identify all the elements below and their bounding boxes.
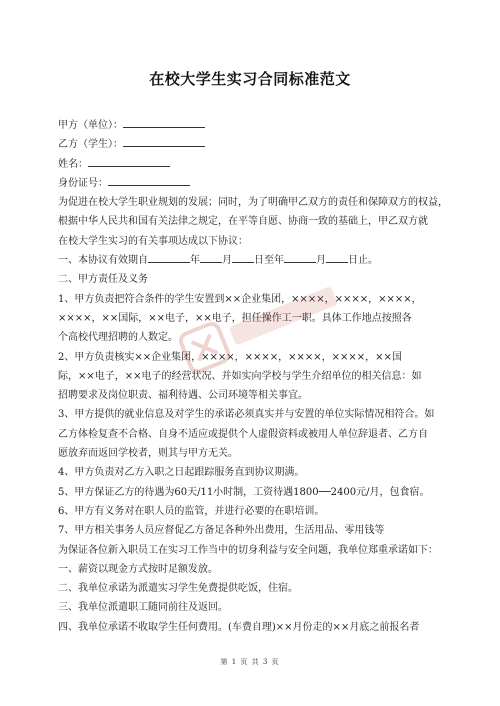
clause-line: 招聘要求及岗位职责、福利待遇、公司环境等相关事宜。 [58, 390, 308, 402]
id-number-field [58, 174, 450, 193]
clause-line: 愿放弃而返回学校者，则其与甲方无关。 [58, 448, 238, 460]
commitment-line: 一、薪资以现金方式按时足额发放。 [58, 563, 218, 575]
validity-part: 月 [222, 255, 232, 267]
validity-blank [148, 251, 190, 263]
party-b-label: 乙方（学生）： [58, 139, 123, 151]
clause-line: 1、甲方负责把符合条件的学生安置到××企业集团，××××，××××，××××， [58, 293, 422, 305]
name-label: 姓名： [58, 158, 88, 170]
clause-line: ××××，××国际，××电子，××电子，担任操作工一职。具体工作地点按照各 [58, 312, 412, 324]
clause-line: 3、甲方提供的就业信息及对学生的承诺必须真实并与安置的单位实际情况相符合。如 [58, 409, 435, 421]
document-body [58, 116, 450, 637]
validity-blank [284, 251, 316, 263]
name-blank [88, 155, 170, 167]
clause-line: 际，××电子，××电子的经营状况、并如实向学校与学生介绍单位的相关信息：如 [58, 370, 422, 382]
commitment-intro: 为保证各位新入职员工在实习工作当中的切身利益与安全问题，我单位郑重承诺如下： [58, 544, 438, 556]
clause-line: 7、甲方相关事务人员应督促乙方备足各种外出费用，生活用品、零用钱等 [58, 525, 385, 537]
validity-part: 日至年 [254, 255, 284, 267]
validity-blank [232, 251, 254, 263]
document-title: 在校大学生实习合同标准范文 [149, 70, 351, 88]
id-number-label: 身份证号： [58, 177, 108, 189]
commitment-line: 四、我单位承诺不收取学生任何费用。(车费自理)××月份走的××月底之前报名者 [58, 621, 420, 633]
commitment-line: 二、我单位承诺为派遣实习学生免费提供吃饭，住宿。 [58, 583, 298, 595]
clause-line: 5、甲方保证乙方的待遇为60天/11小时制，工资待遇1800──2400元/月，包食宿。 [58, 486, 430, 498]
party-a-field [58, 116, 450, 135]
clause-line: 4、甲方负责对乙方入职之日起跟踪服务直到协议期满。 [58, 467, 305, 479]
clause-line: 乙方体检复查不合格、自身不适应或提供个人虚假资料或被用人单位辞退者、乙方自 [58, 428, 428, 440]
commitment-line: 三、我单位派遣职工随同前往及返回。 [58, 602, 228, 614]
preamble-line: 根据中华人民共和国有关法律之规定，在平等自愿、协商一致的基础上，甲乙双方就 [58, 216, 428, 228]
validity-part: 日止。 [348, 255, 378, 267]
validity-part: 年 [190, 255, 200, 267]
preamble-line: 在校大学生实习的有关事项达成以下协议： [58, 235, 248, 247]
party-b-field [58, 135, 450, 154]
validity-blank [200, 251, 222, 263]
party-a-label: 甲方（单位）： [58, 120, 123, 131]
validity-clause [58, 251, 450, 270]
party-a-blank [123, 116, 205, 128]
section-heading: 二、甲方责任及义务 [58, 274, 148, 286]
validity-text: 一、本协议有效期自 [58, 255, 148, 267]
clause-line: 6、甲方有义务对在职人员的监管，并进行必要的在职培训。 [58, 505, 325, 517]
validity-part: 月 [316, 255, 326, 267]
validity-blank [326, 251, 348, 263]
preamble-line: 为促进在校大学生职业规划的发展；同时，为了明确甲乙双方的责任和保障双方的权益， [58, 197, 448, 209]
page-footer: 第 1 页 共 3 页 [220, 658, 280, 666]
clause-line: 个高校代理招聘的人数定。 [58, 332, 178, 344]
party-b-blank [123, 135, 205, 147]
id-number-blank [108, 174, 190, 186]
clause-line: 2、甲方负责核实××企业集团，××××，××××，××××，××××，××国 [58, 351, 402, 363]
name-field [58, 155, 450, 174]
